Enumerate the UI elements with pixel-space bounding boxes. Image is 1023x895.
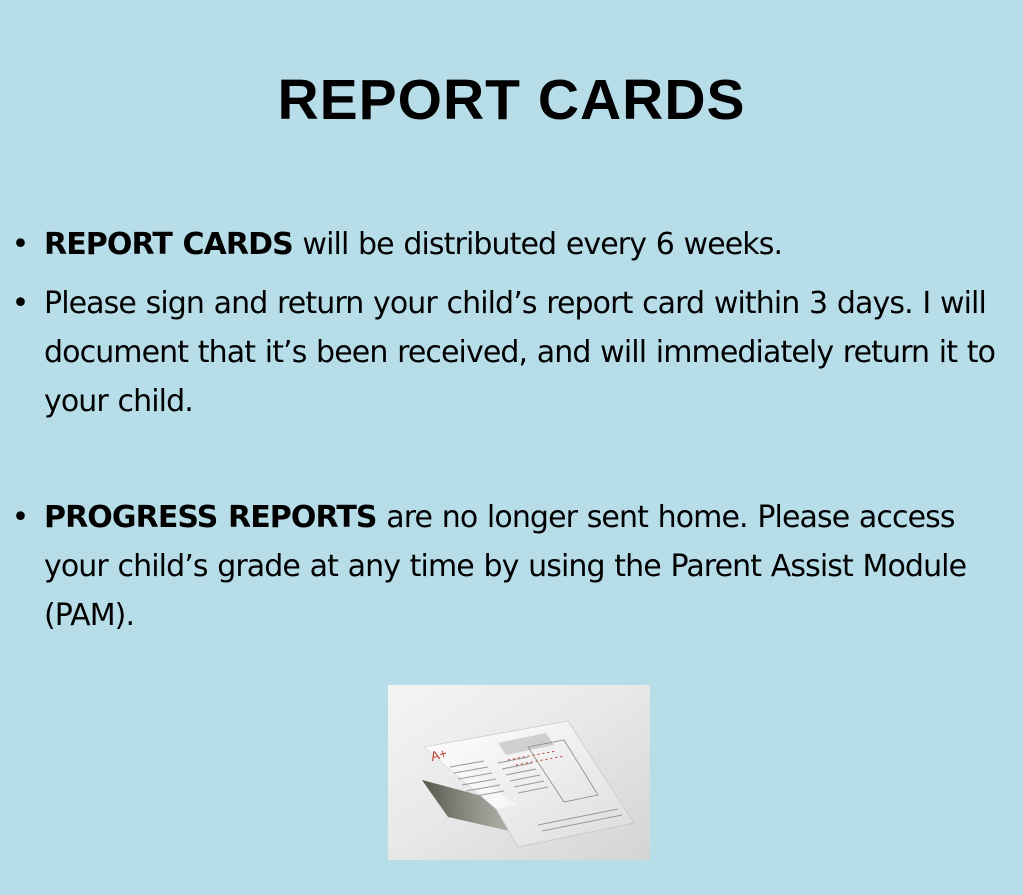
bullet-marker: • [11, 227, 29, 262]
slide-title: REPORT CARDS [277, 68, 746, 132]
report-card-photo [388, 685, 650, 860]
bullet-marker: • [11, 286, 29, 321]
bullet-list [10, 220, 1010, 640]
grade-a-plus: A+ [429, 745, 449, 764]
bullet-bold-text: PROGRESS REPORTS [44, 500, 377, 535]
bullet-text: will be distributed every 6 weeks. [292, 227, 783, 262]
bullet-sign-return [10, 279, 1010, 426]
report-card-illustration [388, 685, 650, 860]
bullet-text: are no longer sent home. Please access your child’s grade at any time by using the Parent Assist Module (PAM). [44, 500, 967, 633]
bullet-progress-reports [10, 493, 1010, 640]
bullet-text: Please sign and return your child’s report card within 3 days. I will document that it’s been received, and will immediately return it to your child. [44, 286, 996, 419]
bullet-marker: • [11, 500, 29, 535]
bullet-report-cards [10, 220, 1010, 269]
bullet-bold-text: REPORT CARDS [44, 227, 293, 262]
